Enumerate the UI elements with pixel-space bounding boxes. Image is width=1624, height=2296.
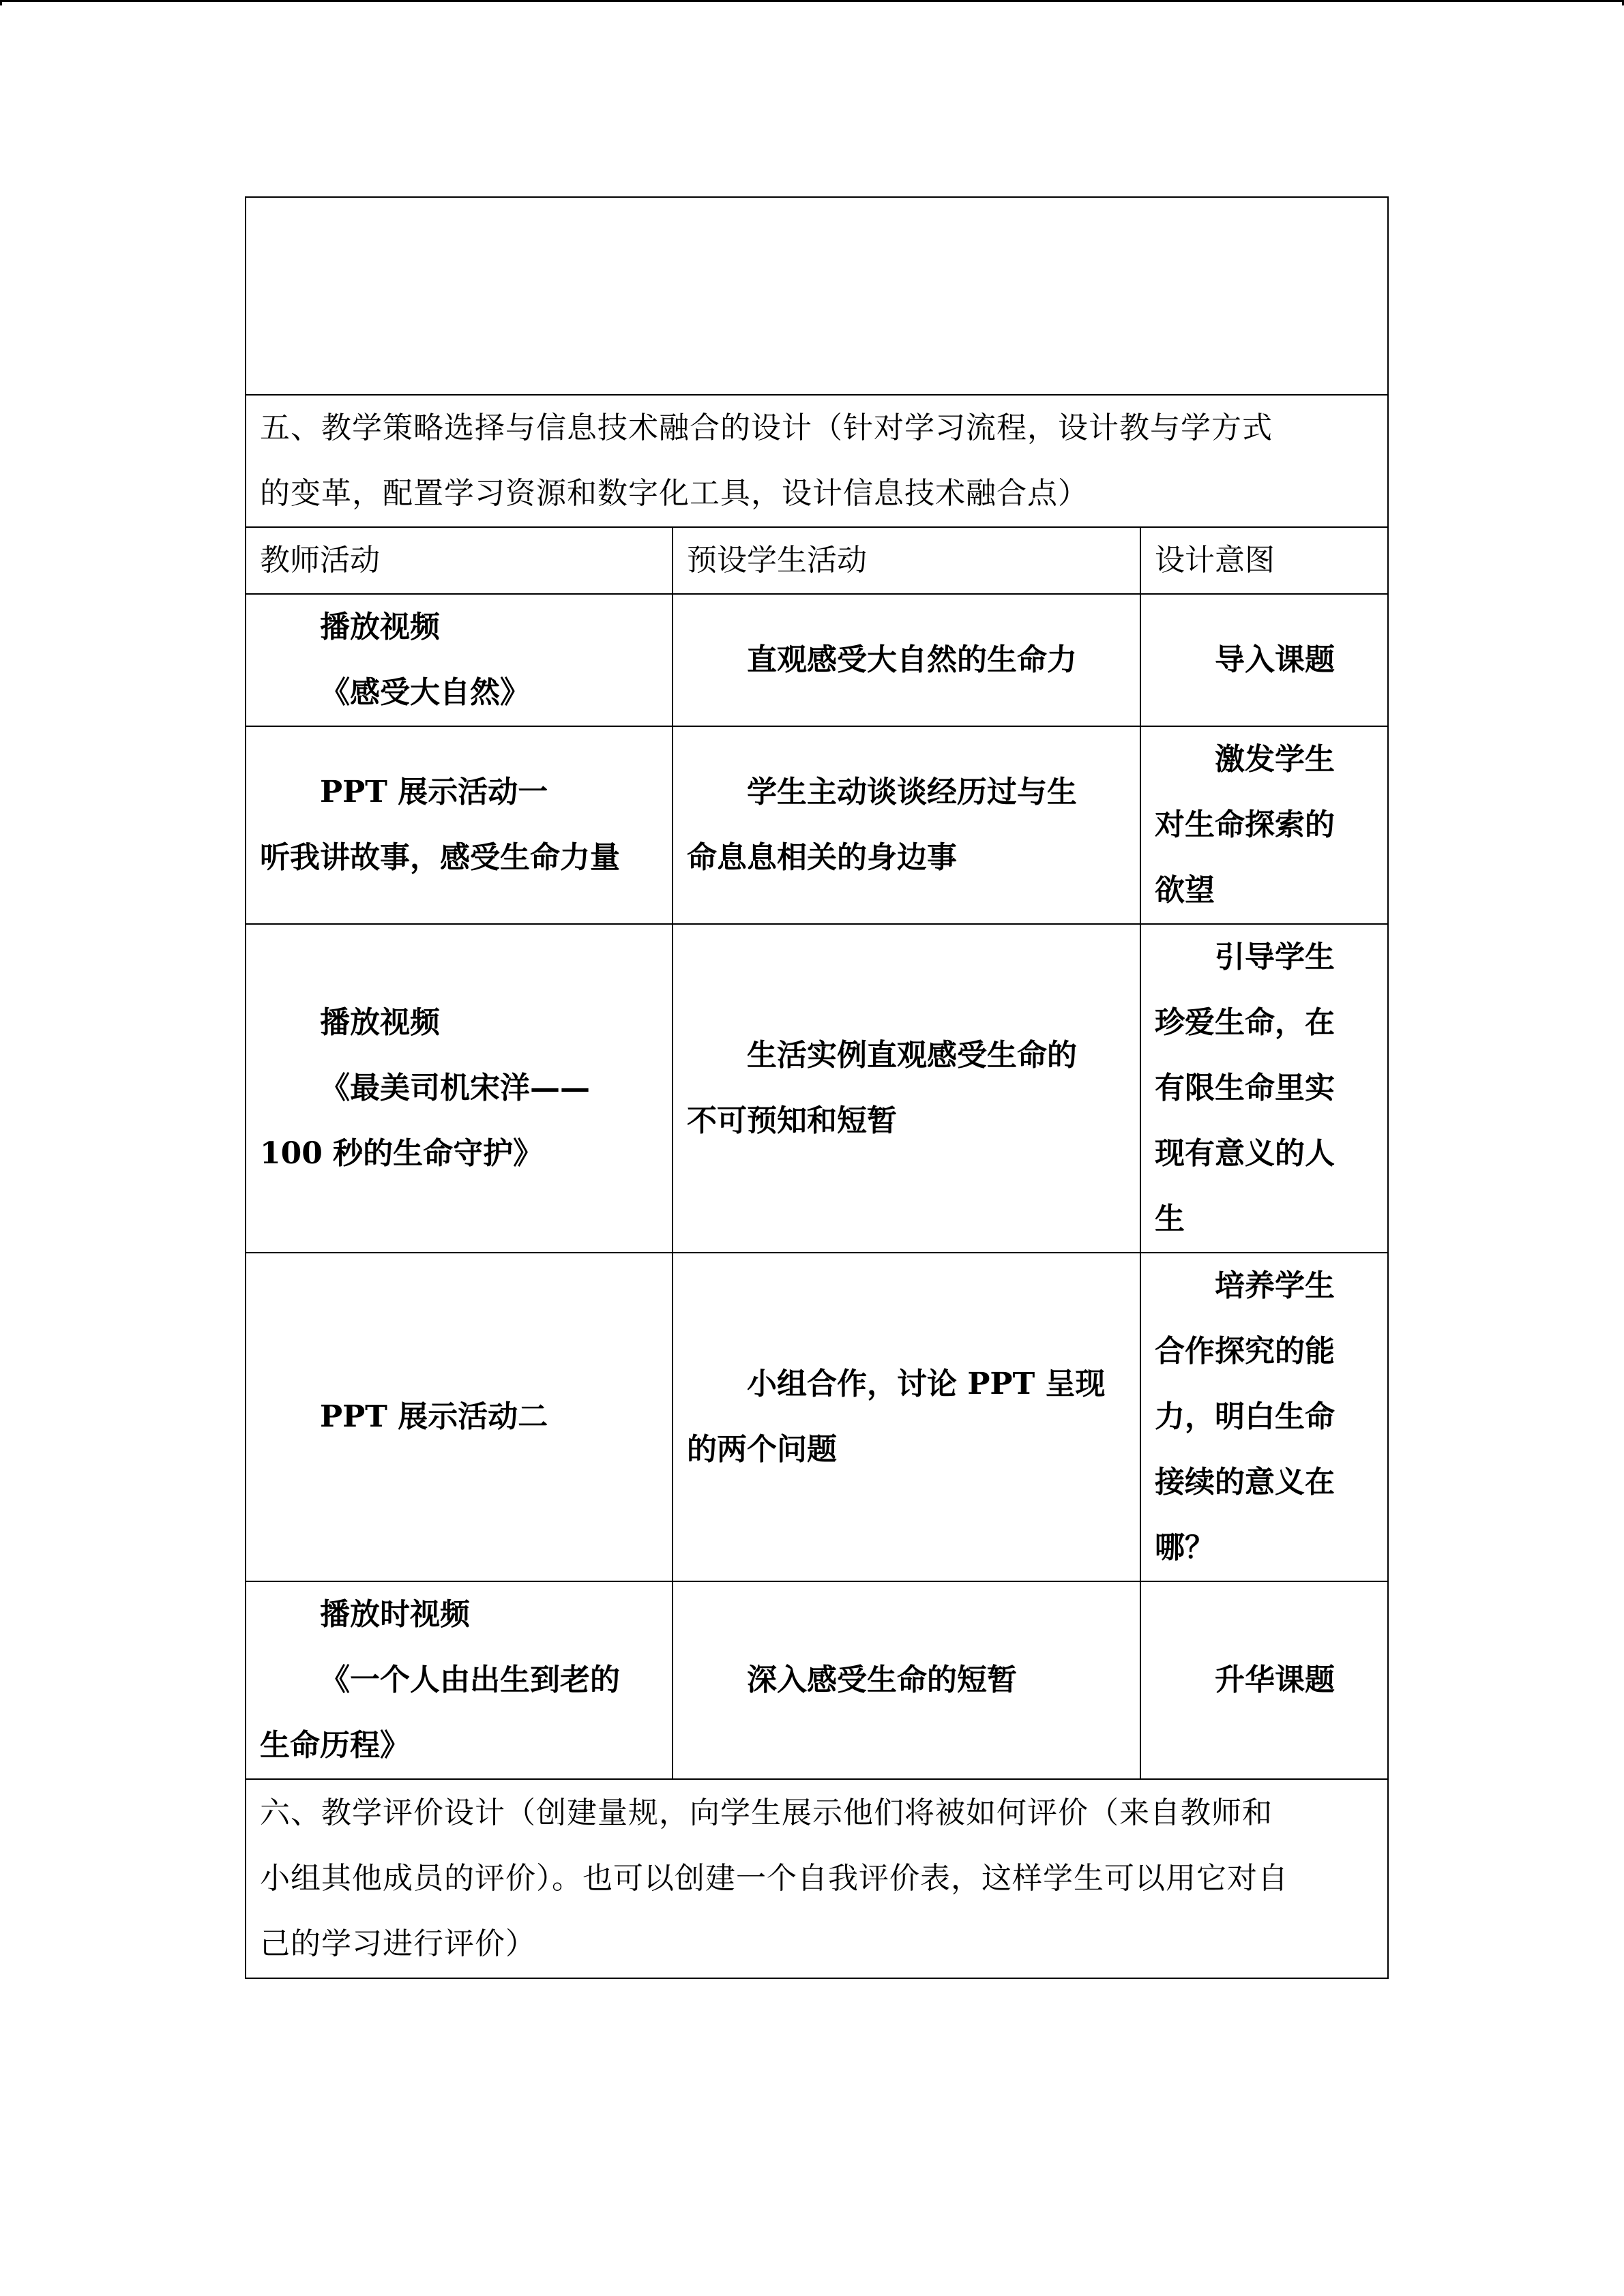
student-activity-cell [673,726,1140,924]
header-design-intent: 设计意图 [1140,527,1388,594]
teacher-line: 听我讲故事，感受生命力量 [260,840,620,875]
student-line: 直观感受大自然的生命力 [747,642,1077,677]
header-student-activity: 预设学生活动 [673,527,1140,594]
teacher-line: 播放视频 [320,610,440,644]
intent-line: 生 [1155,1202,1185,1236]
intent-line: 现有意义的人 [1155,1136,1335,1171]
teacher-line: 播放时视频 [320,1597,470,1632]
teacher-line: 播放视频 [320,1005,440,1040]
student-line: 的两个问题 [687,1432,837,1467]
teacher-line: PPT 展示活动二 [320,1399,548,1434]
intent-line: 激发学生 [1215,742,1335,777]
intent-line: 接续的意义在 [1155,1465,1335,1500]
page-top-border [0,0,1624,2]
intent-line: 导入课题 [1215,642,1335,677]
section5-row [246,395,1388,527]
student-activity-cell [673,1581,1140,1779]
intent-line: 合作探究的能 [1155,1334,1335,1369]
table-row [246,1253,1388,1581]
student-line: 深入感受生命的短暂 [747,1663,1017,1697]
intent-line: 引导学生 [1215,940,1335,974]
student-line: 小组合作，讨论 PPT 呈现 [747,1367,1106,1401]
design-intent-cell [1140,726,1388,924]
blank-cell [246,197,1388,395]
student-line: 学生主动谈谈经历过与生 [747,775,1077,809]
intent-line: 有限生命里实 [1155,1071,1335,1105]
intent-line: 升华课题 [1215,1663,1335,1697]
student-activity-cell [673,924,1140,1253]
table-row [246,924,1388,1253]
table-row [246,1581,1388,1779]
teacher-activity-cell [246,1253,673,1581]
teacher-line: 《感受大自然》 [320,675,530,710]
table-row [246,726,1388,924]
design-intent-cell [1140,924,1388,1253]
intent-line: 培养学生 [1215,1268,1335,1303]
teacher-activity-cell [246,924,673,1253]
section5-heading [246,395,1388,527]
intent-line: 珍爱生命，在 [1155,1005,1335,1040]
table-row [246,594,1388,726]
intent-line: 力，明白生命 [1155,1399,1335,1434]
student-line: 生活实例直观感受生命的 [747,1038,1077,1073]
teacher-line: 《最美司机宋洋—— [320,1071,590,1105]
section5-line-2: 的变革，配置学习资源和数字化工具，设计信息技术融合点） [260,476,1089,511]
section5-line-1: 五、教学策略选择与信息技术融合的设计（针对学习流程，设计教与学方式 [260,411,1273,445]
section6-line-1: 六、教学评价设计（创建量规，向学生展示他们将被如何评价（来自教师和 [260,1795,1273,1830]
header-teacher-activity: 教师活动 [246,527,673,594]
section6-line-3: 己的学习进行评价） [260,1926,536,1961]
section6-heading [246,1779,1388,1978]
teacher-activity-cell [246,594,673,726]
student-activity-cell [673,1253,1140,1581]
student-line: 不可预知和短暂 [687,1103,897,1138]
teacher-activity-cell [246,726,673,924]
teacher-line: PPT 展示活动一 [320,775,548,809]
blank-row [246,197,1388,395]
page-left-border [0,0,2,5]
student-line: 命息息相关的身边事 [687,840,957,875]
table-header-row [246,527,1388,594]
design-intent-cell [1140,1253,1388,1581]
intent-line: 欲望 [1155,873,1215,908]
intent-line: 对生命探索的 [1155,807,1335,842]
design-intent-cell [1140,594,1388,726]
teacher-line: 生命历程》 [260,1728,410,1763]
section6-row [246,1779,1388,1978]
teacher-line: 《一个人由出生到老的 [320,1663,620,1697]
student-activity-cell [673,594,1140,726]
section6-line-2: 小组其他成员的评价）。也可以创建一个自我评价表，这样学生可以用它对自 [260,1861,1288,1896]
lesson-plan-table [245,196,1389,1979]
teacher-activity-cell [246,1581,673,1779]
design-intent-cell [1140,1581,1388,1779]
intent-line: 哪？ [1155,1530,1215,1565]
teacher-line: 100 秒的生命守护》 [260,1136,544,1171]
